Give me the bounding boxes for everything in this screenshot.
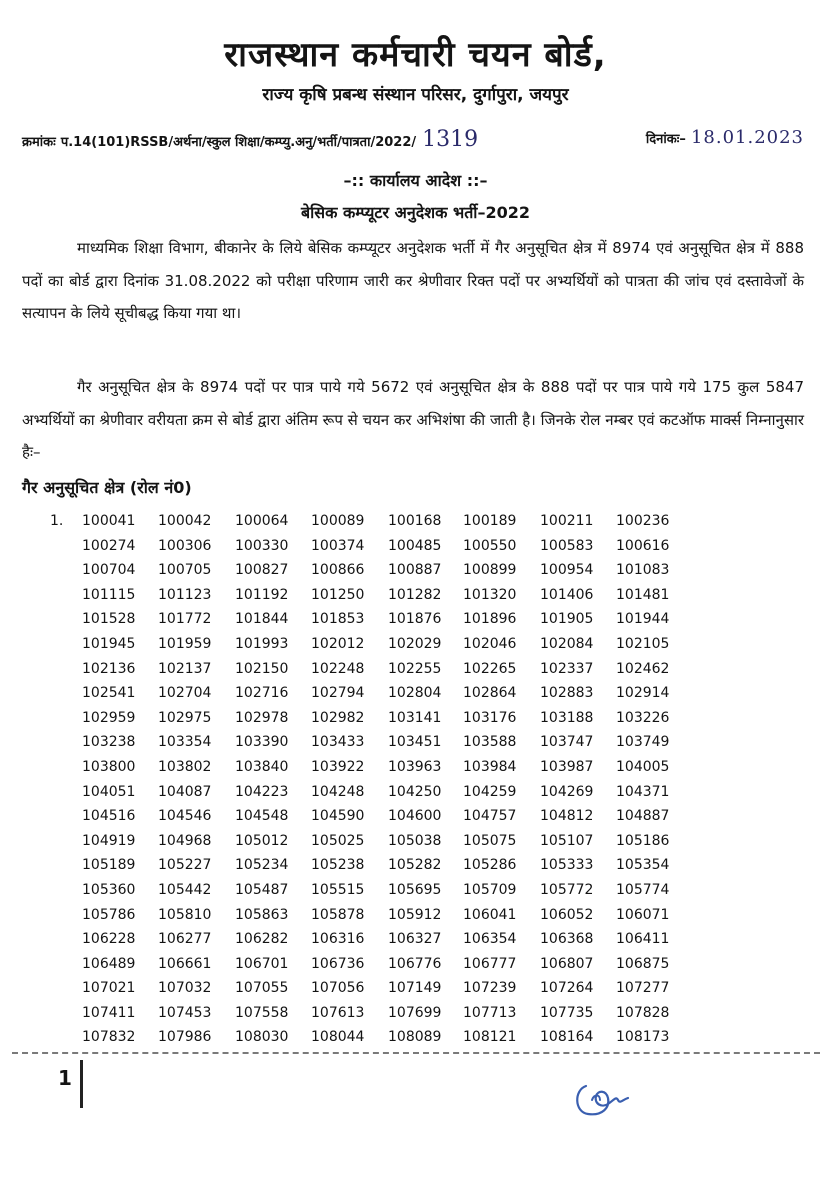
roll-number: 103922	[311, 758, 365, 775]
roll-number: 102150	[235, 660, 289, 677]
roll-number: 100168	[388, 513, 442, 529]
roll-number: 107021	[82, 980, 136, 997]
roll-number: 100089	[311, 513, 365, 529]
roll-number: 108044	[311, 1029, 365, 1046]
roll-number: 103390	[235, 734, 289, 751]
date-label: दिनांकः–	[645, 132, 686, 147]
roll-number: 106277	[158, 931, 212, 948]
roll-number: 102029	[388, 635, 442, 652]
roll-number: 105354	[616, 857, 670, 874]
roll-row	[50, 587, 680, 612]
roll-number: 107055	[235, 980, 289, 997]
roll-number: 100866	[311, 562, 365, 579]
roll-number: 101528	[82, 611, 136, 628]
roll-row	[50, 808, 680, 833]
roll-number: 101896	[463, 611, 517, 628]
roll-number: 104371	[616, 783, 670, 800]
roll-number: 107832	[82, 1029, 136, 1046]
roll-number: 100899	[463, 562, 517, 579]
roll-number: 104919	[82, 832, 136, 849]
roll-number: 101772	[158, 611, 212, 628]
roll-number: 104968	[158, 832, 212, 849]
roll-number: 107056	[311, 980, 365, 997]
board-address: राज्य कृषि प्रबन्ध संस्थान परिसर, दुर्गापुरा, जयपुर	[262, 85, 569, 105]
roll-number: 105863	[235, 906, 289, 923]
roll-number: 106052	[540, 906, 594, 923]
section-heading: गैर अनुसूचित क्षेत्र (रोल नं0)	[22, 478, 192, 497]
roll-number: 105189	[82, 857, 136, 874]
roll-number: 102046	[463, 635, 517, 652]
roll-number: 105695	[388, 881, 442, 898]
roll-number: 104590	[311, 808, 365, 825]
roll-number: 107558	[235, 1004, 289, 1021]
roll-number: 107699	[388, 1004, 442, 1021]
roll-row	[50, 1005, 680, 1030]
board-title: राजस्थान कर्मचारी चयन बोर्ड,	[224, 35, 607, 75]
roll-number: 105709	[463, 881, 517, 898]
roll-number: 106661	[158, 955, 212, 972]
roll-number: 101250	[311, 586, 365, 603]
roll-row	[50, 661, 680, 686]
roll-number: 100189	[463, 513, 517, 529]
list-number: 1.	[50, 513, 64, 529]
roll-number: 103840	[235, 758, 289, 775]
roll-number: 104223	[235, 783, 289, 800]
roll-number: 108089	[388, 1029, 442, 1046]
roll-number: 104887	[616, 808, 670, 825]
office-order-title: –:: कार्यालय आदेश ::–	[343, 171, 488, 190]
roll-number: 106228	[82, 931, 136, 948]
roll-number: 105360	[82, 881, 136, 898]
roll-number: 106316	[311, 931, 365, 948]
roll-number: 101905	[540, 611, 594, 628]
roll-number: 101481	[616, 586, 670, 603]
paragraph-1: माध्यमिक शिक्षा विभाग, बीकानेर के लिये बेसिक कम्प्यूटर अनुदेशक भर्ती में गैर अनुसूचित क्षेत्र में 8974 एवं अनुसूचित क्षेत्र में 888 पदों का बोर्ड द्वारा दिनांक 31.08.2022 को परीक्षा परिणाम जारी कर श्रेणीवार रिक्त पदों पर अभ्यर्थियों को पात्रता की जांच एवं दस्तावेजों के सत्यापन के लिये सूचीबद्ध किया गया था।	[22, 239, 804, 322]
roll-number: 103749	[616, 734, 670, 751]
roll-number: 100583	[540, 537, 594, 554]
roll-number: 102864	[463, 685, 517, 702]
roll-number: 108173	[616, 1029, 670, 1046]
roll-number: 104757	[463, 808, 517, 825]
roll-number: 104600	[388, 808, 442, 825]
reference-line	[22, 127, 812, 157]
roll-number: 102975	[158, 709, 212, 726]
roll-number: 104269	[540, 783, 594, 800]
roll-number: 103354	[158, 734, 212, 751]
roll-number: 105238	[311, 857, 365, 874]
roll-row	[50, 882, 680, 907]
roll-number: 106736	[311, 955, 365, 972]
roll-row	[50, 857, 680, 882]
roll-row	[50, 710, 680, 735]
roll-number: 101320	[463, 586, 517, 603]
roll-number: 106354	[463, 931, 517, 948]
roll-number: 104546	[158, 808, 212, 825]
roll-number: 105227	[158, 857, 212, 874]
roll-number: 103984	[463, 758, 517, 775]
roll-number: 100374	[311, 537, 365, 554]
roll-number: 100330	[235, 537, 289, 554]
roll-number: 104005	[616, 758, 670, 775]
roll-row	[50, 685, 680, 710]
roll-number: 105038	[388, 832, 442, 849]
roll-number: 106807	[540, 955, 594, 972]
roll-number: 101959	[158, 635, 212, 652]
roll-row	[50, 611, 680, 636]
roll-number: 102084	[540, 635, 594, 652]
roll-number: 108030	[235, 1029, 289, 1046]
page-number-bar	[80, 1060, 83, 1108]
reference-number: 1319	[422, 127, 479, 152]
roll-number: 104087	[158, 783, 212, 800]
roll-number: 102337	[540, 660, 594, 677]
roll-number: 104516	[82, 808, 136, 825]
roll-number: 103987	[540, 758, 594, 775]
roll-number: 105442	[158, 881, 212, 898]
roll-number: 101115	[82, 586, 136, 603]
roll-number: 105186	[616, 832, 670, 849]
roll-number: 105487	[235, 881, 289, 898]
roll-number: 104548	[235, 808, 289, 825]
roll-number: 100954	[540, 562, 594, 579]
roll-number: 100704	[82, 562, 136, 579]
roll-number: 107986	[158, 1029, 212, 1046]
roll-number: 102804	[388, 685, 442, 702]
roll-number: 102012	[311, 635, 365, 652]
roll-number: 105810	[158, 906, 212, 923]
roll-number: 102255	[388, 660, 442, 677]
reference-label: क्रमांकः	[22, 135, 56, 150]
roll-number: 101406	[540, 586, 594, 603]
roll-number: 101083	[616, 562, 670, 579]
roll-number: 101993	[235, 635, 289, 652]
roll-number: 105234	[235, 857, 289, 874]
roll-number: 100887	[388, 562, 442, 579]
roll-number: 102541	[82, 685, 136, 702]
roll-number: 100616	[616, 537, 670, 554]
roll-number: 105333	[540, 857, 594, 874]
roll-number: 107828	[616, 1004, 670, 1021]
roll-number: 107239	[463, 980, 517, 997]
roll-number: 102105	[616, 635, 670, 652]
roll-number: 102136	[82, 660, 136, 677]
footer-divider	[12, 1052, 820, 1054]
reference-text: प.14(101)RSSB/अर्थना/स्कुल शिक्षा/कम्प्यु.अनु/भर्ती/पात्रता/2022/	[60, 135, 417, 150]
roll-number: 105786	[82, 906, 136, 923]
roll-row	[50, 784, 680, 809]
roll-number: 105107	[540, 832, 594, 849]
roll-number: 102265	[463, 660, 517, 677]
roll-number: 100705	[158, 562, 212, 579]
roll-number: 107453	[158, 1004, 212, 1021]
roll-number: 108121	[463, 1029, 517, 1046]
roll-number: 100211	[540, 513, 594, 529]
roll-number: 105282	[388, 857, 442, 874]
roll-row	[50, 759, 680, 784]
roll-number: 102883	[540, 685, 594, 702]
roll-number: 100485	[388, 537, 442, 554]
roll-row	[50, 931, 680, 956]
roll-number: 101192	[235, 586, 289, 603]
roll-number: 107149	[388, 980, 442, 997]
roll-number: 106489	[82, 955, 136, 972]
roll-number: 103226	[616, 709, 670, 726]
roll-number: 106327	[388, 931, 442, 948]
page-number: 1	[58, 1066, 72, 1090]
roll-number: 107032	[158, 980, 212, 997]
roll-row	[50, 833, 680, 858]
roll-number: 101844	[235, 611, 289, 628]
roll-number: 100042	[158, 513, 212, 529]
roll-number: 102462	[616, 660, 670, 677]
roll-number: 104051	[82, 783, 136, 800]
roll-number: 103747	[540, 734, 594, 751]
roll-row	[50, 734, 680, 759]
roll-number-grid	[50, 513, 680, 1054]
roll-number: 103238	[82, 734, 136, 751]
roll-number: 101945	[82, 635, 136, 652]
roll-number: 106411	[616, 931, 670, 948]
roll-number: 105515	[311, 881, 365, 898]
roll-number: 102794	[311, 685, 365, 702]
roll-number: 106776	[388, 955, 442, 972]
roll-row	[50, 907, 680, 932]
roll-row	[50, 956, 680, 981]
roll-number: 107713	[463, 1004, 517, 1021]
roll-number: 105774	[616, 881, 670, 898]
roll-number: 100274	[82, 537, 136, 554]
roll-number: 107264	[540, 980, 594, 997]
roll-number: 100236	[616, 513, 670, 529]
roll-number: 106041	[463, 906, 517, 923]
roll-number: 105075	[463, 832, 517, 849]
roll-number: 103800	[82, 758, 136, 775]
roll-number: 106282	[235, 931, 289, 948]
roll-number: 102704	[158, 685, 212, 702]
roll-number: 101876	[388, 611, 442, 628]
roll-number: 105912	[388, 906, 442, 923]
recruitment-title: बेसिक कम्प्यूटर अनुदेशक भर्ती–2022	[300, 203, 530, 222]
roll-number: 100827	[235, 562, 289, 579]
roll-number: 100064	[235, 513, 289, 529]
roll-number: 105878	[311, 906, 365, 923]
roll-row	[50, 562, 680, 587]
roll-number: 105025	[311, 832, 365, 849]
paragraph-2: गैर अनुसूचित क्षेत्र के 8974 पदों पर पात्र पाये गये 5672 एवं अनुसूचित क्षेत्र के 888 पदों पर पात्र पाये गये 175 कुल 5847 अभ्यर्थियों का श्रेणीवार वरीयता क्रम से बोर्ड द्वारा अंतिम रूप से चयन कर अभिशंषा की जाती है। जिनके रोल नम्बर एवं कटऑफ मार्क्स निम्नानुसार हैः–	[22, 378, 804, 461]
roll-number: 107735	[540, 1004, 594, 1021]
roll-number: 100550	[463, 537, 517, 554]
roll-number: 106701	[235, 955, 289, 972]
roll-number: 102914	[616, 685, 670, 702]
roll-number: 105286	[463, 857, 517, 874]
roll-number: 102716	[235, 685, 289, 702]
roll-row	[50, 980, 680, 1005]
roll-number: 106368	[540, 931, 594, 948]
roll-number: 100306	[158, 537, 212, 554]
roll-number: 103188	[540, 709, 594, 726]
signature-mark	[572, 1078, 634, 1120]
roll-number: 106777	[463, 955, 517, 972]
roll-number: 103802	[158, 758, 212, 775]
roll-number: 101853	[311, 611, 365, 628]
roll-number: 101282	[388, 586, 442, 603]
roll-number: 102982	[311, 709, 365, 726]
roll-number: 103963	[388, 758, 442, 775]
roll-number: 103588	[463, 734, 517, 751]
roll-number: 104259	[463, 783, 517, 800]
roll-row	[50, 1029, 680, 1054]
date-block	[646, 127, 804, 148]
roll-number: 102248	[311, 660, 365, 677]
roll-number: 101944	[616, 611, 670, 628]
roll-number: 107411	[82, 1004, 136, 1021]
roll-number: 106875	[616, 955, 670, 972]
roll-number: 103433	[311, 734, 365, 751]
roll-number: 104812	[540, 808, 594, 825]
roll-number: 107613	[311, 1004, 365, 1021]
roll-row	[50, 636, 680, 661]
roll-number: 104248	[311, 783, 365, 800]
roll-number: 105772	[540, 881, 594, 898]
roll-number: 100041	[82, 513, 136, 529]
roll-number: 106071	[616, 906, 670, 923]
roll-number: 103141	[388, 709, 442, 726]
roll-number: 102959	[82, 709, 136, 726]
roll-number: 102978	[235, 709, 289, 726]
roll-number: 101123	[158, 586, 212, 603]
roll-row	[50, 513, 680, 538]
roll-row	[50, 538, 680, 563]
roll-number: 103176	[463, 709, 517, 726]
roll-number: 104250	[388, 783, 442, 800]
roll-number: 105012	[235, 832, 289, 849]
roll-number: 108164	[540, 1029, 594, 1046]
roll-number: 103451	[388, 734, 442, 751]
roll-number: 102137	[158, 660, 212, 677]
date-value: 18.01.2023	[690, 127, 804, 148]
roll-number: 107277	[616, 980, 670, 997]
